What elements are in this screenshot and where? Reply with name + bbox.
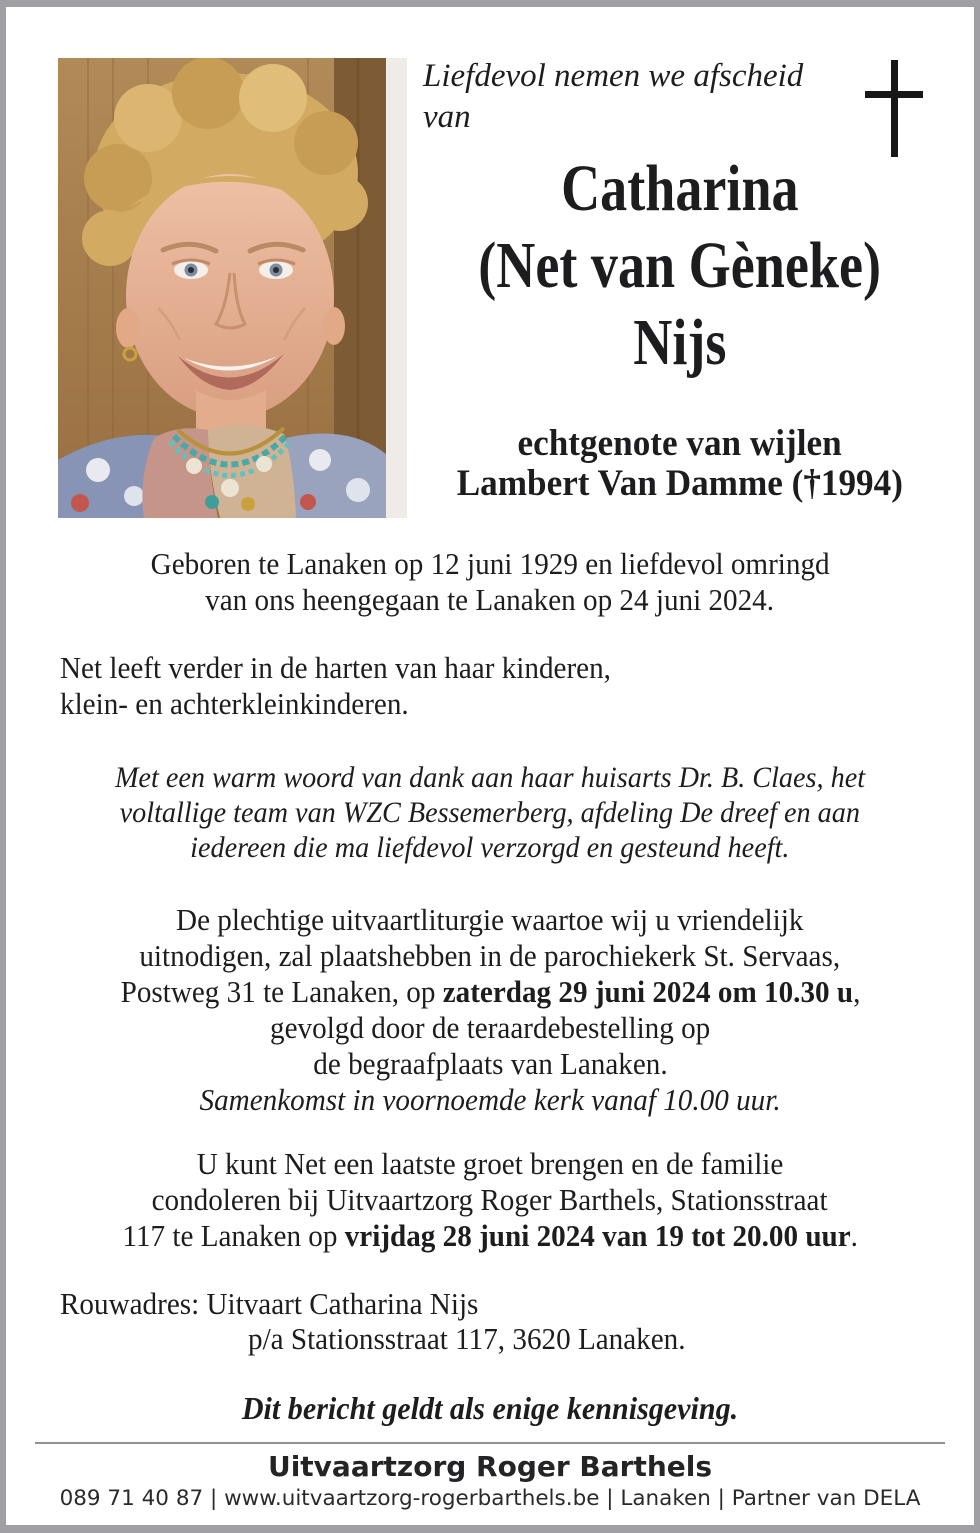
spouse-line-1: echtgenote van wijlen [517, 423, 843, 464]
cross-bar [865, 91, 923, 98]
thanks-paragraph: Met een warm woord van dank aan haar huisarts Dr. B. Claes, het voltallige team van WZC Bessemerberg, afdeling De dreef en aan iedereen die ma liefdevol verzorgd en gesteund heeft. [114, 761, 866, 864]
funeral-home-name: Uitvaartzorg Roger Barthels [267, 1450, 713, 1483]
family-paragraph: Net leeft verder in de harten van haar kinderen, klein- en achterkleinkinderen. [60, 650, 611, 721]
deceased-name [415, 150, 945, 381]
frame-border-bottom [0, 1525, 980, 1533]
intro-line-2: van [423, 99, 471, 135]
frame-border-top [0, 0, 980, 7]
frame-border-right [974, 7, 980, 1533]
spouse-line-2: Lambert Van Damme (†1994) [456, 463, 904, 504]
footer [0, 1450, 980, 1514]
intro-text [423, 56, 873, 138]
service-paragraph: De plechtige uitvaartliturgie waartoe wij u vriendelijk uitnodigen, zal plaatshebben in de parochiekerk St. Servaas, Postweg 31 te Lanaken, op zaterdag 29 juni 2024 om 10.30 u, gevolgd door de teraardebestelling op de begraafplaats van Lanaken. Samenkomst in voornoemde kerk vanaf 10.00 uur. [120, 902, 860, 1117]
notice-line: Dit bericht geldt als enige kennisgeving. [241, 1390, 739, 1426]
latin-cross-icon [864, 60, 924, 160]
portrait-photo [58, 58, 407, 518]
footer-divider [35, 1442, 945, 1444]
service-date: zaterdag 29 juni 2024 om 10.30 u [442, 974, 853, 1009]
spouse-info [415, 424, 945, 504]
intro-line-1: Liefdevol nemen we afscheid [423, 58, 804, 94]
nickname: (Net van Gèneke) [478, 229, 882, 302]
funeral-home-contact: 089 71 40 87 | www.uitvaartzorg-rogerbarthels.be | Lanaken | Partner van DELA [59, 1486, 921, 1511]
cross-stem [891, 60, 898, 157]
condolence-date: vrijdag 28 juni 2024 van 19 tot 20.00 uur [344, 1218, 851, 1253]
last-name: Nijs [633, 306, 727, 379]
mourning-address: Rouwadres: Uitvaart Catharina Nijs p/a Stationsstraat 117, 3620 Lanaken. [60, 1286, 686, 1356]
condolence-paragraph: U kunt Net een laatste groet brengen en de familie condoleren bij Uitvaartzorg Roger Barthels, Stationsstraat 117 te Lanaken op vrijdag 28 juni 2024 van 19 tot 20.00 uur. [122, 1146, 858, 1253]
frame-border-left [0, 7, 6, 1533]
birth-death-paragraph: Geboren te Lanaken op 12 juni 1929 en liefdevol omringd van ons heengegaan te Lanaken op 24 juni 2024. [150, 546, 830, 617]
first-name: Catharina [561, 152, 799, 225]
